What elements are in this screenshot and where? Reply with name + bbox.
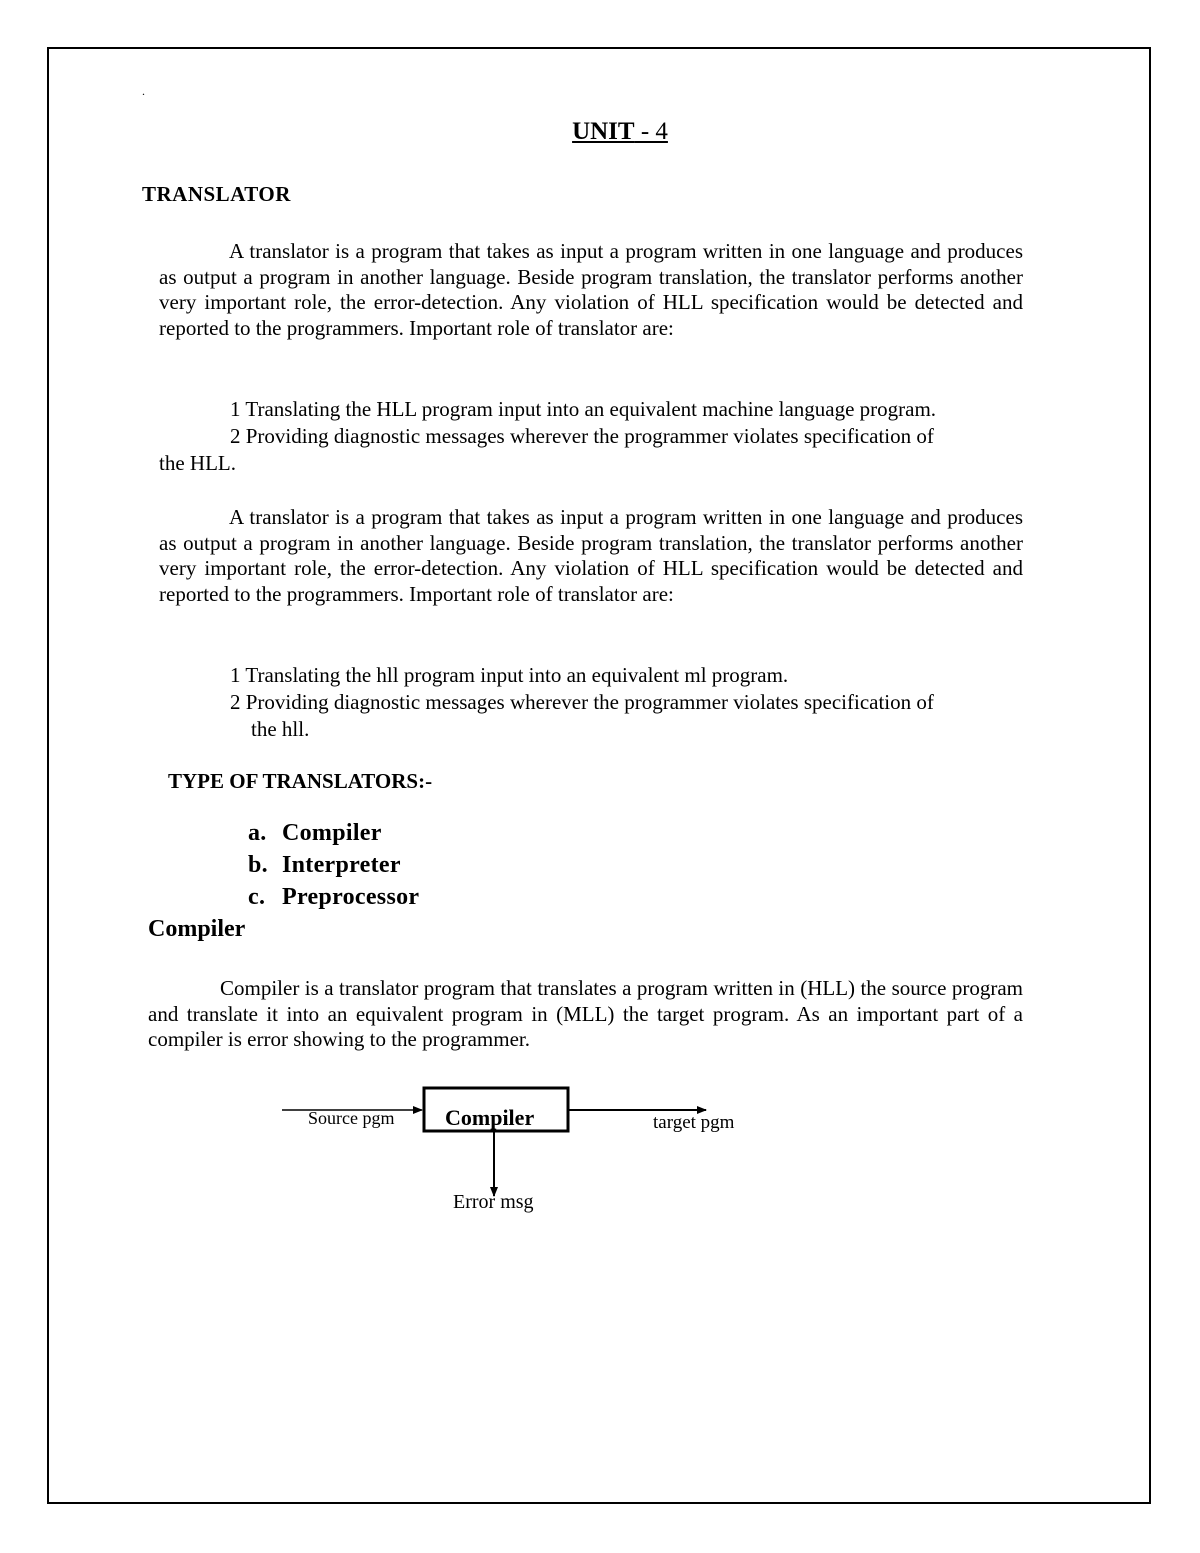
- type-item-preprocessor: [248, 884, 419, 911]
- list-1-item-2: 2 Providing diagnostic messages wherever the programmer violates specification of: [230, 424, 934, 448]
- type-item-compiler: [248, 820, 382, 847]
- title-unit: UNIT: [572, 118, 635, 145]
- list-2-item-2: 2 Providing diagnostic messages wherever the programmer violates specification of: [230, 690, 934, 714]
- paragraph-1-text: A translator is a program that takes as input a program written in one language and produces as output a program in another language. Beside program translation, the translator performs another very important role, the error-detection. Any violation of HLL specification would be detected and reported to the programmers. Important role of translator are:: [159, 239, 1023, 340]
- paragraph-3: [148, 976, 1023, 1053]
- page-marker: .: [142, 84, 145, 98]
- type-item-label: a.: [248, 820, 267, 846]
- list-2-item-2-continued: the hll.: [251, 717, 310, 741]
- paragraph-2-text: A translator is a program that takes as input a program written in one language and produces as output a program in another language. Beside program translation, the translator performs another very important role, the error-detection. Any violation of HLL specification would be detected and reported to the programmers. Important role of translator are:: [159, 505, 1023, 606]
- list-1-item-2-continued: the HLL.: [159, 451, 236, 475]
- paragraph-2: [159, 505, 1023, 607]
- compiler-diagram: [270, 1075, 830, 1235]
- target-label: target pgm: [653, 1112, 735, 1133]
- type-item-name: Interpreter: [282, 852, 401, 878]
- paragraph-1: [159, 239, 1023, 341]
- type-item-name: Preprocessor: [282, 884, 420, 910]
- type-item-label: c.: [248, 884, 266, 910]
- compiler-box-label: Compiler: [445, 1105, 535, 1130]
- heading-types-of-translators: TYPE OF TRANSLATORS:-: [168, 769, 433, 793]
- page-title: [0, 118, 1200, 146]
- type-item-label: b.: [248, 852, 268, 878]
- list-1-item-1: 1 Translating the HLL program input into an equivalent machine language program.: [230, 397, 937, 421]
- heading-translator: TRANSLATOR: [142, 182, 291, 206]
- heading-compiler: Compiler: [148, 916, 246, 942]
- paragraph-3-text: Compiler is a translator program that translates a program written in (HLL) the source program and translate it into an equivalent program in (MLL) the target program. As an important part of a compiler is error showing to the programmer.: [148, 976, 1023, 1052]
- error-label: Error msg: [453, 1191, 534, 1213]
- list-2-item-1: 1 Translating the hll program input into an equivalent ml program.: [230, 663, 789, 687]
- source-label: Source pgm: [308, 1108, 395, 1128]
- type-item-name: Compiler: [282, 820, 382, 846]
- title-number: - 4: [634, 118, 668, 145]
- type-item-interpreter: [248, 852, 401, 879]
